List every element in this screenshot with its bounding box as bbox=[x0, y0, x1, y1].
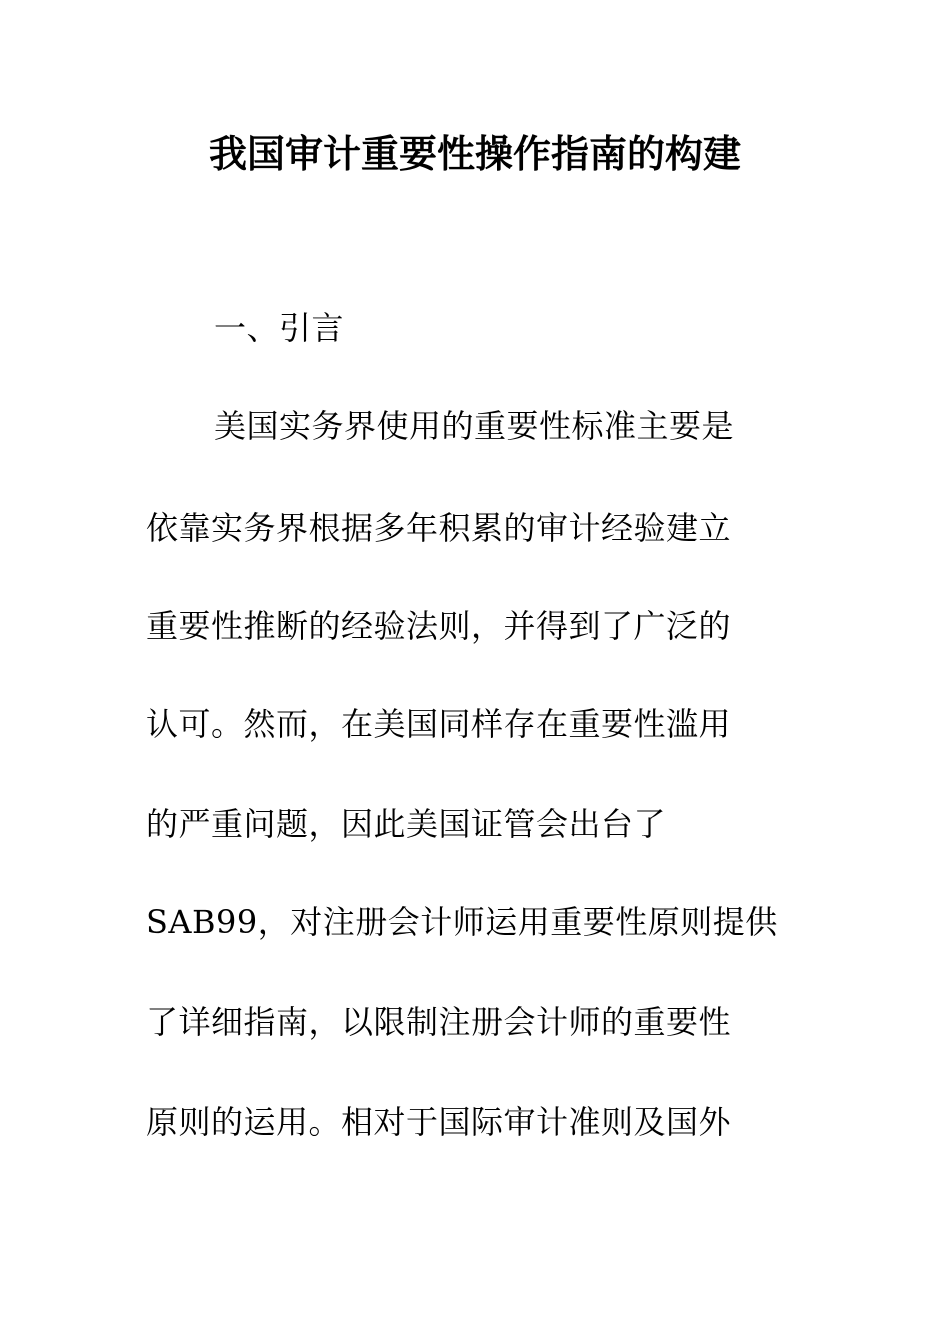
paragraph-line: 原则的运用。相对于国际审计准则及国外 bbox=[146, 1103, 732, 1141]
paragraph-line: 重要性推断的经验法则，并得到了广泛的 bbox=[146, 607, 732, 645]
document-title: 我国审计重要性操作指南的构建 bbox=[208, 132, 741, 176]
paragraph-line: 认可。然而，在美国同样存在重要性滥用 bbox=[146, 705, 732, 743]
paragraph-line: 美国实务界使用的重要性标准主要是 bbox=[214, 407, 735, 445]
paragraph-line: 依靠实务界根据多年积累的审计经验建立 bbox=[146, 509, 732, 547]
paragraph-line: 的严重问题，因此美国证管会出台了 bbox=[146, 805, 667, 843]
section-heading: 一、引言 bbox=[214, 309, 345, 347]
paragraph-line: 了详细指南，以限制注册会计师的重要性 bbox=[146, 1003, 732, 1041]
paragraph-line: SAB99，对注册会计师运用重要性原则提供 bbox=[146, 903, 778, 941]
